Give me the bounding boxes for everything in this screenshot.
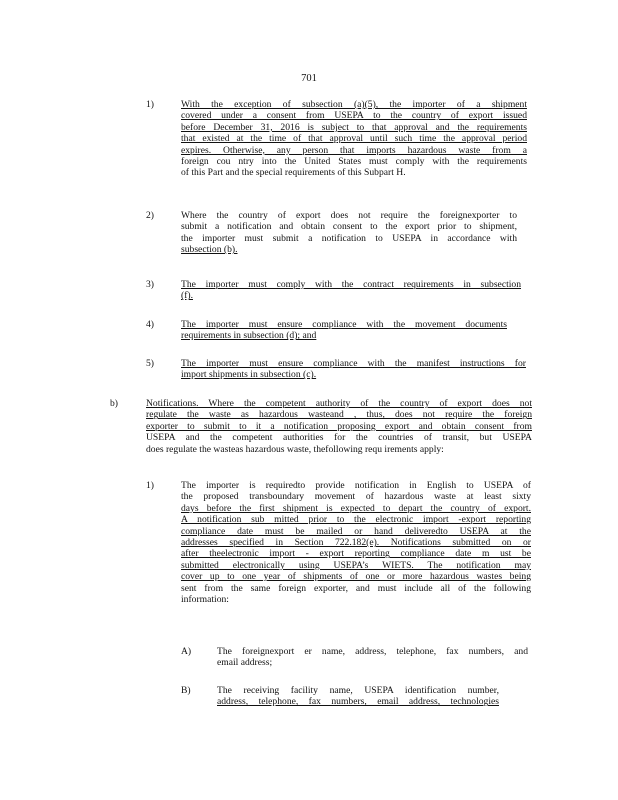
text-line: does regulate the wasteas hazardous waste, thefollowing requ irements apply: <box>146 443 444 455</box>
text-line: subsection (b). <box>181 244 238 256</box>
text-line: A notification sub mitted prior to the electronic import -export reporting <box>181 514 531 526</box>
text-line: exporter to submit to it a notification proposing export and obtain consent from <box>146 420 532 432</box>
item-label: b) <box>110 398 118 409</box>
text-line: submit a notification and obtain consent to the export prior to shipment, <box>181 221 517 233</box>
text-line: the importer must submit a notification to USEPA in accordance with <box>181 232 517 244</box>
text-line: The foreignexport er name, address, telephone, fax numbers, and <box>217 646 528 657</box>
item-label: 2) <box>146 210 154 221</box>
item-label: A) <box>181 646 192 657</box>
text-line: import shipments in subsection (c). <box>181 369 317 381</box>
text-line: regulate the waste as hazardous wasteand , thus, does not require the foreign <box>146 409 532 421</box>
text-line: email address; <box>217 657 273 669</box>
text-line: before December 31, 2016 is subject to that approval and the requirements <box>181 121 527 133</box>
text-line: address, telephone, fax numbers, email address, technologies <box>217 696 499 708</box>
text-line: The importer must comply with the contract requirements in subsection <box>181 279 521 290</box>
page-number: 701 <box>301 73 317 84</box>
text-line: foreign cou ntry into the United States must comply with the requirements <box>181 156 527 168</box>
item-text <box>181 358 526 381</box>
text-line: USEPA and the competent authorities for the countries of transit, but USEPA <box>146 432 532 444</box>
item-text <box>146 398 532 455</box>
text-line: Where the country of export does not require the foreignexporter to <box>181 210 517 221</box>
text-line: Notifications. Where the competent authority of the country of export does not <box>146 398 532 409</box>
text-line: the proposed transboundary movement of hazardous waste at least sixty <box>181 491 531 503</box>
text-line: that existed at the time of that approval until such time the approval period <box>181 133 527 145</box>
text-line: compliance date must be mailed or hand deliveredto USEPA at the <box>181 525 531 537</box>
item-label: 5) <box>146 358 154 369</box>
text-line: The importer must ensure compliance with the movement documents <box>181 319 507 330</box>
item-label: 1) <box>146 99 154 110</box>
item-text <box>181 279 521 302</box>
item-text <box>181 319 507 342</box>
item-text <box>181 480 531 605</box>
item-text <box>181 210 517 256</box>
text-line: The importer must ensure compliance with the manifest instructions for <box>181 358 526 369</box>
text-line: expires. Otherwise, any person that imports hazardous waste from a <box>181 144 527 156</box>
text-line: (f). <box>181 290 193 302</box>
item-label: 3) <box>146 279 154 290</box>
text-line: The importer is requiredto provide notification in English to USEPA of <box>181 480 531 491</box>
text-line: The receiving facility name, USEPA identification number, <box>217 685 499 696</box>
item-text <box>181 99 527 179</box>
text-line: sent from the same foreign exporter, and must include all of the following <box>181 582 531 594</box>
text-line: cover up to one year of shipments of one or more hazardous wastes being <box>181 571 531 583</box>
item-label: 4) <box>146 319 154 330</box>
text-line: days before the first shipment is expected to depart the country of export. <box>181 502 531 514</box>
item-text <box>217 646 528 669</box>
item-label: B) <box>181 685 191 696</box>
text-line: covered under a consent from USEPA to the country of export issued <box>181 110 527 122</box>
item-label: 1) <box>146 480 154 491</box>
text-line: submitted electronically using USEPA’s WIETS. The notification may <box>181 559 531 571</box>
text-line: requirements in subsection (d); and <box>181 330 317 342</box>
text-line: after theelectronic import - export reporting compliance date m ust be <box>181 548 531 560</box>
item-text <box>217 685 499 708</box>
text-line: of this Part and the special requirements of this Subpart H. <box>181 167 406 179</box>
text-line: addresses specified in Section 722.182(e). Notifications submitted on or <box>181 537 531 549</box>
text-line: information: <box>181 594 229 606</box>
text-line: With the exception of subsection (a)(5), the importer of a shipment <box>181 99 527 110</box>
